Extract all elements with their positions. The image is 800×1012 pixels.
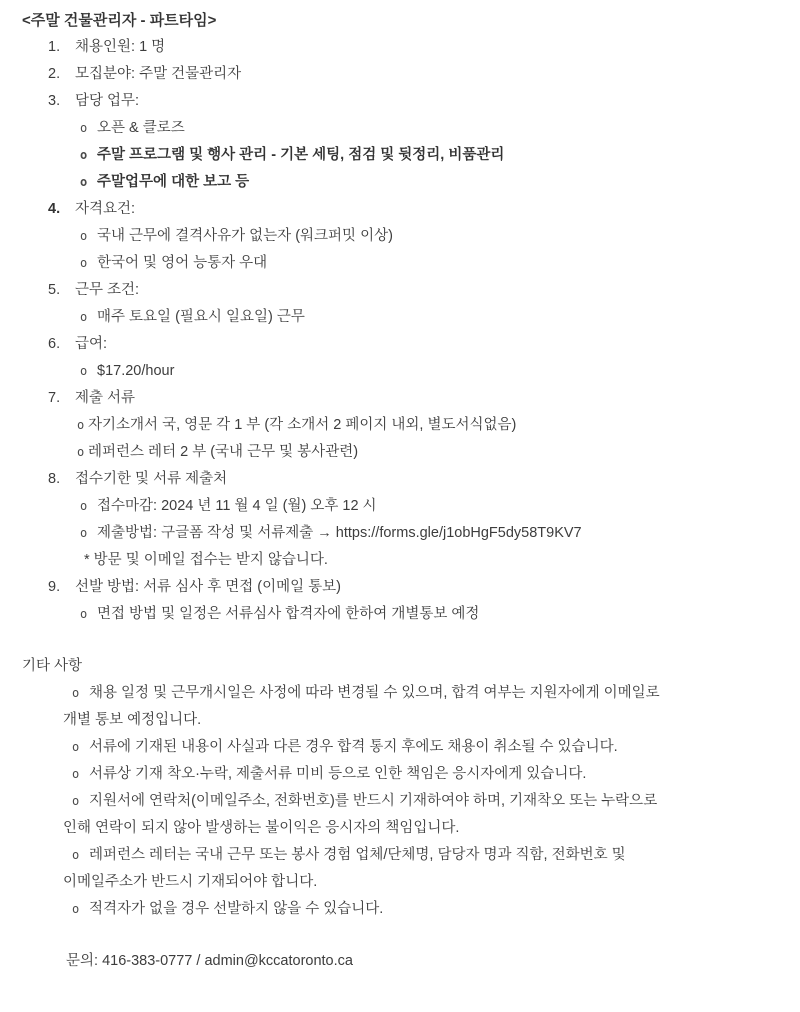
line-text: * 방문 및 이메일 접수는 받지 않습니다. [84,552,328,568]
line-text: 제출 서류 [75,390,136,406]
bullet-item [0,142,800,169]
spacer [0,628,800,653]
contact-info: 문의: 416-383-0777 / admin@kccatoronto.ca [66,953,353,969]
list-item [0,61,800,88]
list-number: 7. [48,390,61,406]
line-text: 기타 사항 [22,658,83,674]
circle-bullet-icon: o [80,121,88,135]
circle-bullet-icon: o [80,310,88,324]
line-text: 서류상 기재 착오·누락, 제출서류 미비 등으로 인한 책임은 응시자에게 있습니다. [89,766,587,782]
line-text: 지원서에 연락처(이메일주소, 전화번호)를 반드시 기재하여야 하며, 기재착오 또는 누락으로 [89,793,658,809]
bullet-item [0,115,800,142]
bullet-item [0,842,800,869]
line-text: 인해 연락이 되지 않아 발생하는 불이익은 응시자의 책임입니다. [63,820,460,836]
line-text: 채용인원: 1 명 [75,39,166,55]
bullet-item [0,896,800,923]
bullet-item [0,493,800,520]
line-text: 레퍼런스 레터는 국내 근무 또는 봉사 경험 업체/단체명, 담당자 명과 직함, 전화번호 및 [89,847,626,863]
list-item [0,466,800,493]
list-item [0,574,800,601]
circle-bullet-icon: o [80,607,88,621]
line-text: 한국어 및 영어 능통자 우대 [97,255,268,271]
list-number: 8. [48,471,61,487]
line-text: 담당 업무: [75,93,140,109]
bullet-item [0,304,800,331]
list-item [0,34,800,61]
google-form-url: https://forms.gle/j1obHgF5dy58T9KV7 [335,525,582,541]
circle-bullet-icon: o [77,445,85,459]
bullet-item [0,788,800,815]
list-item [0,88,800,115]
list-item [0,196,800,223]
line-text: 오픈 & 클로즈 [97,120,185,136]
list-number: 6. [48,336,61,352]
continuation-line [0,815,800,842]
line-text: $17.20/hour [97,363,175,379]
line-text: 모집분야: 주말 건물관리자 [75,66,242,82]
note-line [0,547,800,574]
line-text: 제출방법: 구글폼 작성 및 서류제출 → [97,525,336,541]
continuation-line [0,869,800,896]
bullet-item [0,439,800,466]
line-text: 서류에 기재된 내용이 사실과 다른 경우 합격 통지 후에도 채용이 취소될 수 있습니다. [89,739,618,755]
line-text: 매주 토요일 (필요시 일요일) 근무 [97,309,305,325]
bullet-item [0,169,800,196]
bullet-item [0,412,800,439]
line-text: 근무 조건: [75,282,140,298]
line-text: 적격자가 없을 경우 선발하지 않을 수 있습니다. [89,901,384,917]
circle-bullet-icon: o [72,767,80,781]
circle-bullet-icon: o [80,364,88,378]
circle-bullet-icon: o [72,848,80,862]
line-text: 급여: [75,336,108,352]
bullet-item [0,601,800,628]
line-text: 주말업무에 대한 보고 등 [97,174,250,190]
circle-bullet-icon: o [72,686,80,700]
line-text: 주말 프로그램 및 행사 관리 - 기본 세팅, 점검 및 뒷정리, 비품관리 [97,147,505,163]
line-text: 자격요건: [75,201,136,217]
bullet-item [0,223,800,250]
bullet-item [0,358,800,385]
list-item [0,277,800,304]
list-number: 3. [48,93,61,109]
bullet-item [0,680,800,707]
line-text: 이메일주소가 반드시 기재되어야 합니다. [63,874,318,890]
continuation-line [0,707,800,734]
list-item [0,385,800,412]
circle-bullet-icon: o [80,526,88,540]
circle-bullet-icon: o [80,499,88,513]
circle-bullet-icon: o [80,148,88,162]
line-text: 면접 방법 및 일정은 서류심사 합격자에 한하여 개별통보 예정 [97,606,480,622]
line-text: 자기소개서 국, 영문 각 1 부 (각 소개서 2 페이지 내외, 별도서식없음) [88,417,517,433]
section-heading [0,653,800,680]
contact-line [0,948,800,975]
list-number: 1. [48,39,61,55]
bullet-item [0,250,800,277]
line-text: 채용 일정 및 근무개시일은 사정에 따라 변경될 수 있으며, 합격 여부는 지원자에게 이메일로 [89,685,660,701]
line-text: 레퍼런스 레터 2 부 (국내 근무 및 봉사관련) [88,444,359,460]
circle-bullet-icon: o [72,740,80,754]
line-text: 개별 통보 예정입니다. [63,712,202,728]
circle-bullet-icon: o [80,256,88,270]
line-text: 선발 방법: 서류 심사 후 면접 (이메일 통보) [75,579,341,595]
bullet-item [0,761,800,788]
circle-bullet-icon: o [80,175,88,189]
list-number: 9. [48,579,61,595]
circle-bullet-icon: o [80,229,88,243]
document-title: <주말 건물관리자 - 파트타임> [22,12,217,29]
line-text: 국내 근무에 결격사유가 없는자 (워크퍼밋 이상) [97,228,393,244]
bullet-item [0,734,800,761]
list-number: 4. [48,201,61,217]
circle-bullet-icon: o [72,794,80,808]
spacer [0,923,800,948]
circle-bullet-icon: o [72,902,80,916]
line-text: 접수기한 및 서류 제출처 [75,471,228,487]
circle-bullet-icon: o [77,418,85,432]
list-number: 5. [48,282,61,298]
list-item [0,331,800,358]
list-number: 2. [48,66,61,82]
document-body [0,34,800,975]
line-text: 접수마감: 2024 년 11 월 4 일 (월) 오후 12 시 [97,498,377,514]
bullet-item [0,520,800,547]
